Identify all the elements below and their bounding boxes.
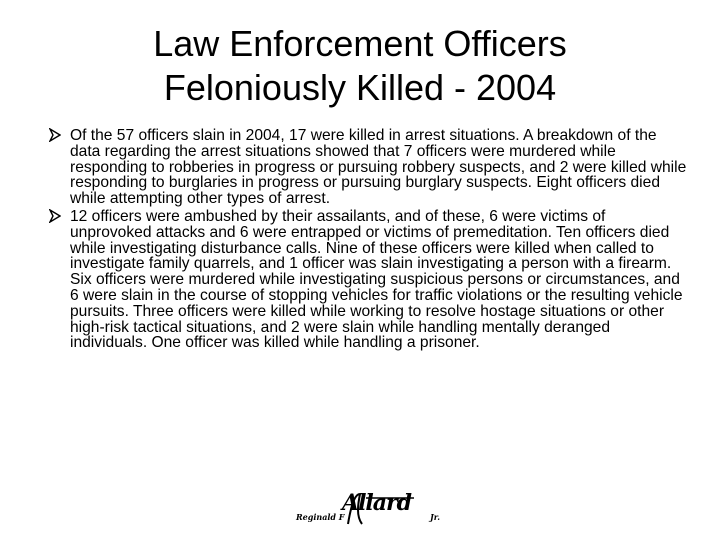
signature-main: Allard xyxy=(342,490,412,516)
slide-title-line-1: Law Enforcement Officers xyxy=(153,23,567,64)
signature-suffix: Jr. xyxy=(430,512,441,522)
signature-logo xyxy=(296,490,446,530)
arrow-bullet-icon xyxy=(48,128,62,143)
bullet-text-1: Of the 57 officers slain in 2004, 17 were killed in arrest situations. A breakdown of the data regarding the arrest situations showed that 7 officers were murdered while responding to robberies in progress or pursuing robbery suspects, and 2 were killed while responding to burglaries in progress or pursuing burglary suspects. Eight officers died while attempting other types of arrest. xyxy=(70,127,687,208)
slide-title xyxy=(0,22,720,110)
bullet-list xyxy=(48,128,688,353)
signature-prefix: Reginald F xyxy=(296,512,345,522)
arrow-bullet-icon xyxy=(48,209,62,224)
arrow-bullet-icon-glyph xyxy=(49,128,61,142)
arrow-bullet-icon-glyph xyxy=(49,209,61,223)
bullet-text-2: 12 officers were ambushed by their assailants, and of these, 6 were victims of unprovoked attacks and 6 were entrapped or victims of premeditation. Ten officers died while investigating disturbance calls. Nine of these officers were killed when called to investigate family quarrels, and 1 officer was slain investigating a person with a firearm. Six officers were murdered while investigating suspicious persons or circumstances, and 6 were slain in the course of stopping vehicles for traffic violations or the resulting vehicle pursuits. Three officers were killed while working to resolve hostage situations or other high-risk tactical situations, and 2 were slain while handling mentally deranged individuals. One officer was killed while handling a prisoner. xyxy=(70,207,683,352)
bullet-item-1 xyxy=(48,128,688,207)
slide-title-line-2: Feloniously Killed - 2004 xyxy=(163,67,557,108)
bullet-item-2 xyxy=(48,209,688,351)
